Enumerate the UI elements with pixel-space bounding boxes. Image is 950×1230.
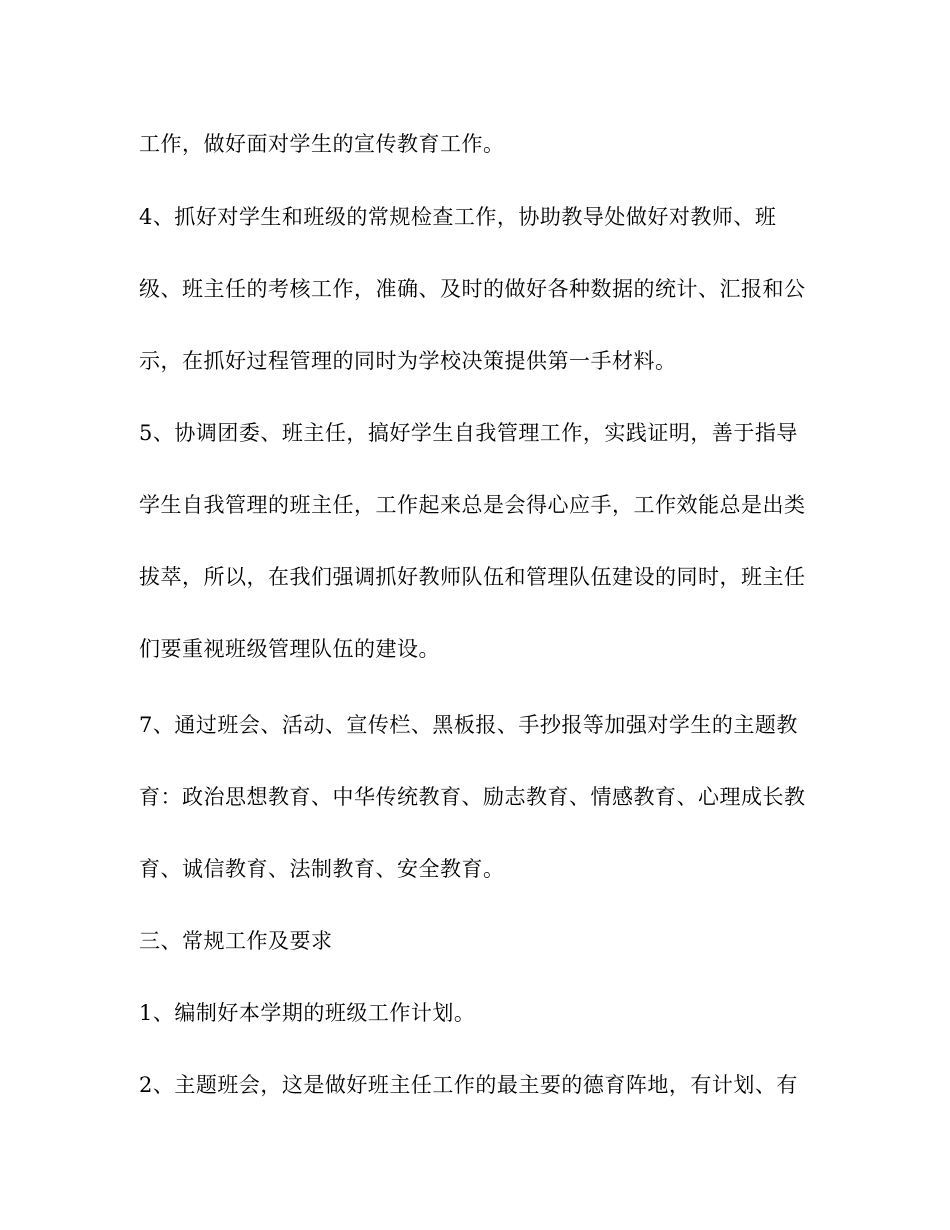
text-line: 7、通过班会、活动、宣传栏、黑板报、手抄报等加强对学生的主题教 xyxy=(139,713,798,737)
section-heading: 三、常规工作及要求 xyxy=(139,929,333,953)
text-line: 们要重视班级管理队伍的建设。 xyxy=(139,637,440,661)
text-line: 学生自我管理的班主任，工作起来总是会得心应手，工作效能总是出类 xyxy=(139,493,806,517)
text-line: 工作，做好面对学生的宣传教育工作。 xyxy=(139,132,505,156)
text-line: 2、主题班会，这是做好班主任工作的最主要的德育阵地，有计划、有 xyxy=(139,1073,798,1097)
text-line: 拔萃，所以，在我们强调抓好教师队伍和管理队伍建设的同时，班主任 xyxy=(139,565,806,589)
text-line: 4、抓好对学生和班级的常规检查工作，协助教导处做好对教师、班 xyxy=(139,205,777,229)
text-line: 5、协调团委、班主任，搞好学生自我管理工作，实践证明，善于指导 xyxy=(139,421,798,445)
text-line: 1、编制好本学期的班级工作计划。 xyxy=(139,1001,476,1025)
text-line: 级、班主任的考核工作，准确、及时的做好各种数据的统计、汇报和公 xyxy=(139,277,806,301)
text-line: 育：政治思想教育、中华传统教育、励志教育、情感教育、心理成长教 xyxy=(139,785,806,809)
text-line: 示，在抓好过程管理的同时为学校决策提供第一手材料。 xyxy=(139,349,677,373)
text-line: 育、诚信教育、法制教育、安全教育。 xyxy=(139,857,505,881)
